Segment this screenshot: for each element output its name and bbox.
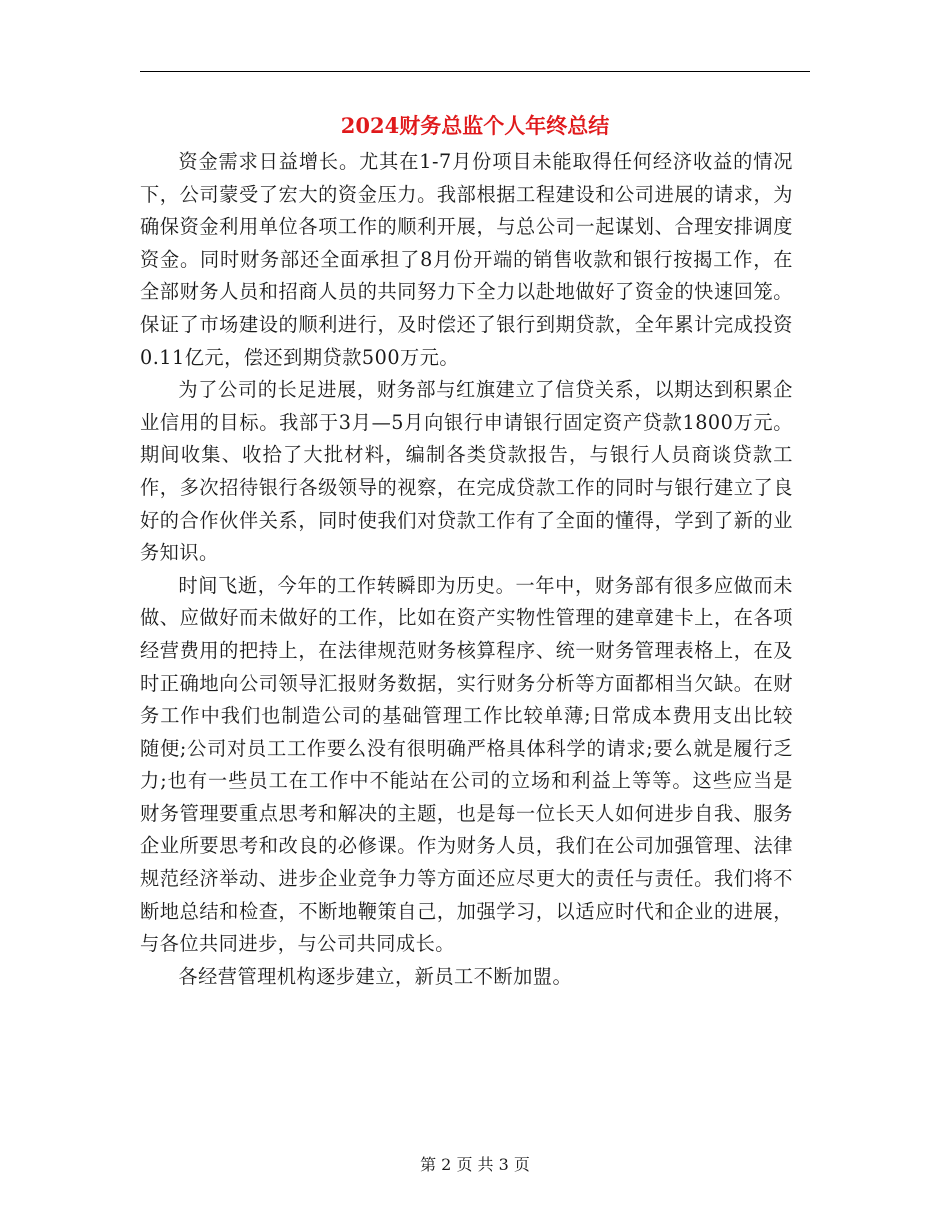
page-number-footer: 第 2 页 共 3 页 (420, 1155, 530, 1174)
document-title: 2024财务总监个人年终总结 (340, 113, 610, 138)
paragraph-bank-credit: 为了公司的长足进展，财务部与红旗建立了信贷关系，以期达到积累企业信用的目标。我部于3月—5月向银行申请银行固定资产贷款1800万元。期间收集、收拾了大批材料，编制各类贷款报告，与银行人员商谈贷款工作，多次招待银行各级领导的视察，在完成贷款工作的同时与银行建立了良好的合作伙伴关系，同时使我们对贷款工作有了全面的懂得，学到了新的业务知识。 (140, 378, 793, 565)
paragraph-new-staff: 各经营管理机构逐步建立，新员工不断加盟。 (178, 964, 573, 988)
paragraph-funding-pressure: 资金需求日益增长。尤其在1-7月份项目未能取得任何经济收益的情况下，公司蒙受了宏大的资金压力。我部根据工程建设和公司进展的请求，为确保资金利用单位各项工作的顺利开展，与总公司一起谋划、合理安排调度资金。同时财务部还全面承担了8月份开端的销售收款和银行按揭工作，在全部财务人员和招商人员的共同努力下全力以赴地做好了资金的快速回笼。保证了市场建设的顺利进行，及时偿还了银行到期贷款，全年累计完成投资0.11亿元，偿还到期贷款500万元。 (140, 150, 793, 369)
paragraph-shortcomings: 时间飞逝，今年的工作转瞬即为历史。一年中，财务部有很多应做而未做、应做好而未做好的工作，比如在资产实物性管理的建章建卡上，在各项经营费用的把持上，在法律规范财务核算程序、统一财务管理表格上，在及时正确地向公司领导汇报财务数据，实行财务分析等方面都相当欠缺。在财务工作中我们也制造公司的基础管理工作比较单薄;日常成本费用支出比较随便;公司对员工工作要么没有很明确严格具体科学的请求;要么就是履行乏力;也有一些员工在工作中不能站在公司的立场和利益上等等。这些应当是财务管理要重点思考和解决的主题，也是每一位长天人如何进步自我、服务企业所要思考和改良的必修课。作为财务人员，我们在公司加强管理、法律规范经济举动、进步企业竞争力等方面还应尽更大的责任与责任。我们将不断地总结和检查，不断地鞭策自己，加强学习，以适应时代和企业的进展，与各位共同进步，与公司共同成长。 (140, 573, 793, 956)
header-rule (140, 71, 810, 72)
document-body (140, 146, 793, 993)
